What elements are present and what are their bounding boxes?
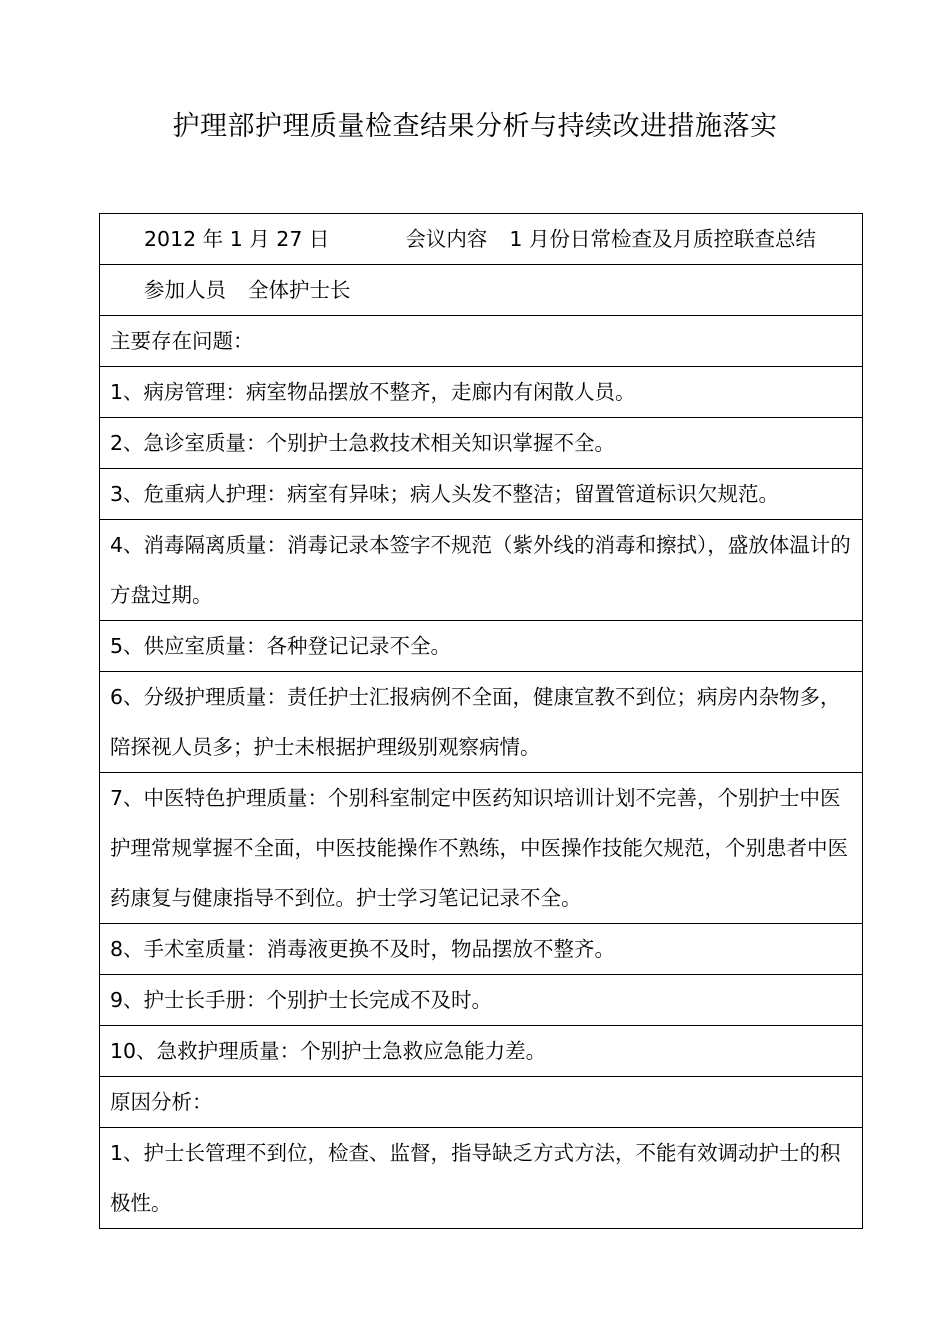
problem-item: 6、分级护理质量：责任护士汇报病例不全面，健康宣教不到位；病房内杂物多，陪探视人员多；护士未根据护理级别观察病情。	[100, 671, 862, 772]
document-title: 护理部护理质量检查结果分析与持续改进措施落实	[172, 111, 778, 142]
meeting-date: 2012 年 1 月 27 日	[144, 227, 330, 251]
problem-item: 1、病房管理：病室物品摆放不整齐，走廊内有闲散人员。	[100, 366, 862, 417]
problem-item: 8、手术室质量：消毒液更换不及时，物品摆放不整齐。	[100, 923, 862, 974]
problem-item: 3、危重病人护理：病室有异味；病人头发不整洁；留置管道标识欠规范。	[100, 468, 862, 519]
meeting-content: 1 月份日常检查及月质控联查总结	[509, 227, 816, 251]
problem-item: 4、消毒隔离质量：消毒记录本签字不规范（紫外线的消毒和擦拭），盛放体温计的方盘过期。	[100, 519, 862, 620]
problem-item: 10、急救护理质量：个别护士急救应急能力差。	[100, 1025, 862, 1076]
meeting-content-label: 会议内容	[405, 227, 488, 251]
attendees-value: 全体护士长	[248, 278, 351, 302]
problems-heading: 主要存在问题：	[100, 315, 862, 366]
meeting-info-row	[100, 214, 862, 264]
problem-item: 5、供应室质量：各种登记记录不全。	[100, 620, 862, 671]
problem-item: 9、护士长手册：个别护士长完成不及时。	[100, 974, 862, 1025]
meeting-record-table	[99, 213, 863, 1229]
cause-item: 1、护士长管理不到位，检查、监督，指导缺乏方式方法，不能有效调动护士的积极性。	[100, 1127, 862, 1228]
attendees-row	[100, 264, 862, 315]
causes-heading: 原因分析：	[100, 1076, 862, 1127]
attendees-label: 参加人员	[144, 278, 226, 302]
problem-item: 2、急诊室质量：个别护士急救技术相关知识掌握不全。	[100, 417, 862, 468]
problem-item: 7、中医特色护理质量：个别科室制定中医药知识培训计划不完善，个别护士中医护理常规掌握不全面，中医技能操作不熟练，中医操作技能欠规范，个别患者中医药康复与健康指导不到位。护士学习笔记记录不全。	[100, 772, 862, 923]
